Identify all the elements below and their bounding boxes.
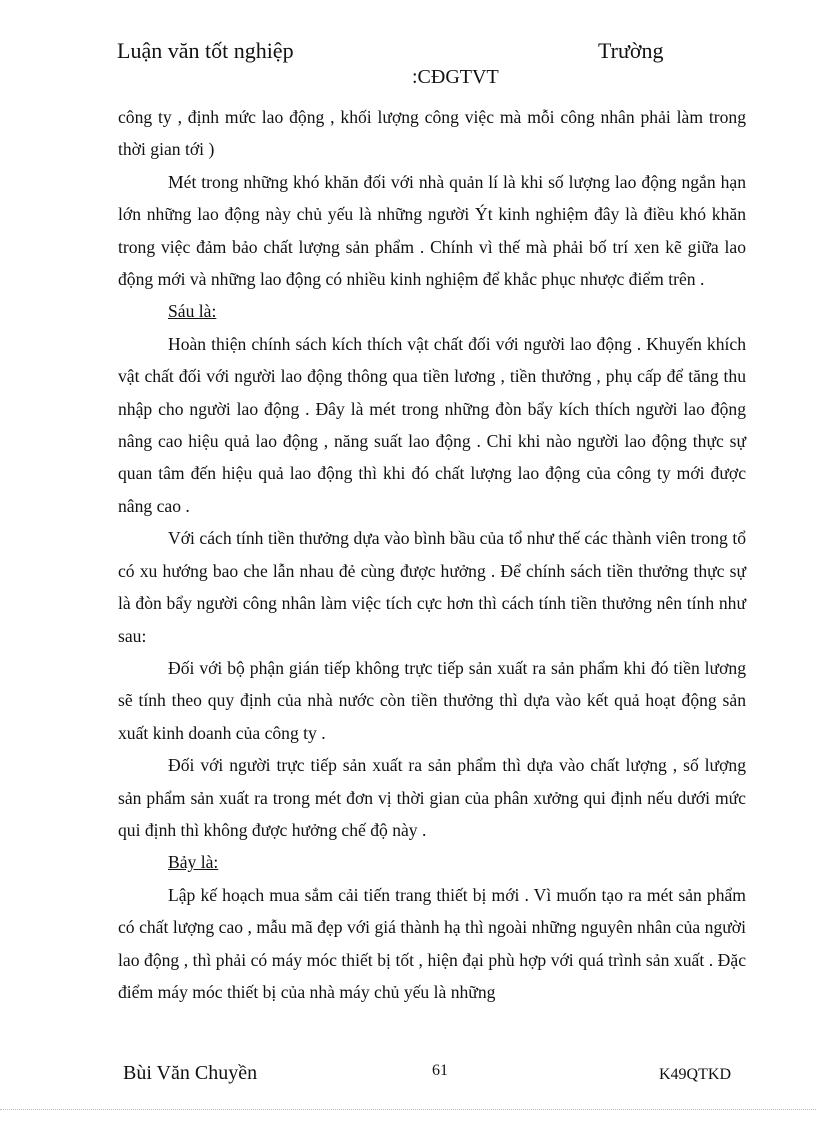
paragraph: Đối với bộ phận gián tiếp không trực tiếp sản xuất ra sản phẩm khi đó tiền lương sẽ tính theo quy định của nhà nước còn tiền thưởng thì dựa vào kết quả hoạt động sản xuất kinh doanh của công ty . bbox=[118, 657, 746, 743]
section-heading-label: Bảy là: bbox=[168, 852, 219, 873]
paragraph: Lập kế hoạch mua sắm cải tiến trang thiết bị mới . Vì muốn tạo ra mét sản phẩm có chất lượng cao , mẫu mã đẹp với giá thành hạ thì ngoài những nguyên nhân của người lao động , thì phải có máy móc thiết bị tốt , hiện đại phù hợp với quá trình sản xuất . Đặc điểm máy móc thiết bị của nhà máy chủ yếu là những bbox=[118, 884, 746, 1002]
header-title: Luận văn tốt nghiệp bbox=[117, 38, 294, 63]
header-school-code: :CĐGTVT bbox=[412, 66, 499, 88]
document-body bbox=[118, 101, 746, 1008]
section-heading-label: Sáu là: bbox=[168, 301, 217, 322]
footer-author: Bùi Văn Chuyền bbox=[123, 1062, 258, 1084]
page-number: 61 bbox=[432, 1062, 448, 1079]
section-heading-bay-la bbox=[118, 846, 746, 878]
header-school: Trường bbox=[598, 38, 664, 63]
paragraph: Hoàn thiện chính sách kích thích vật chất đối với người lao động . Khuyến khích vật chất đối với người lao động thông qua tiền lương , tiền thưởng , phụ cấp để tăng thu nhập cho người lao động . Đây là mét trong những đòn bẩy kích thích người lao động nâng cao hiệu quả lao động , năng suất lao động . Chỉ khi nào người lao động thực sự quan tâm đến hiệu quả lao động thì khi đó chất lượng lao động của công ty mới được nâng cao . bbox=[118, 333, 746, 516]
paragraph-continuation: công ty , định mức lao động , khối lượng công việc mà mỗi công nhân phải làm trong thời gian tới ) bbox=[118, 107, 746, 160]
paragraph: Mét trong những khó khăn đối với nhà quản lí là khi số lượng lao động ngắn hạn lớn những lao động này chủ yếu là những người Ýt kinh nghiệm đây là điều khó khăn trong việc đảm bảo chất lượng sản phẩm . Chính vì thế mà phải bố trí xen kẽ giữa lao động mới và những lao động có nhiều kinh nghiệm để khắc phục nhược điểm trên . bbox=[118, 171, 746, 290]
section-heading-sau-la bbox=[118, 295, 746, 327]
paragraph: Đối với người trực tiếp sản xuất ra sản phẩm thì dựa vào chất lượng , số lượng sản phẩm sản xuất ra trong mét đơn vị thời gian của phân xưởng qui định nếu dưới mức qui định thì không được hưởng chế độ này . bbox=[118, 755, 746, 840]
paragraph: Với cách tính tiền thưởng dựa vào bình bầu của tổ như thế các thành viên trong tổ có xu hướng bao che lẫn nhau đẻ cùng được hưởng . Để chính sách tiền thưởng thực sự là đòn bẩy người công nhân làm việc tích cực hơn thì cách tính tiền thưởng nên tính như sau: bbox=[118, 528, 746, 646]
page-bottom-divider bbox=[0, 1109, 816, 1110]
footer-class-code: K49QTKD bbox=[659, 1066, 731, 1083]
